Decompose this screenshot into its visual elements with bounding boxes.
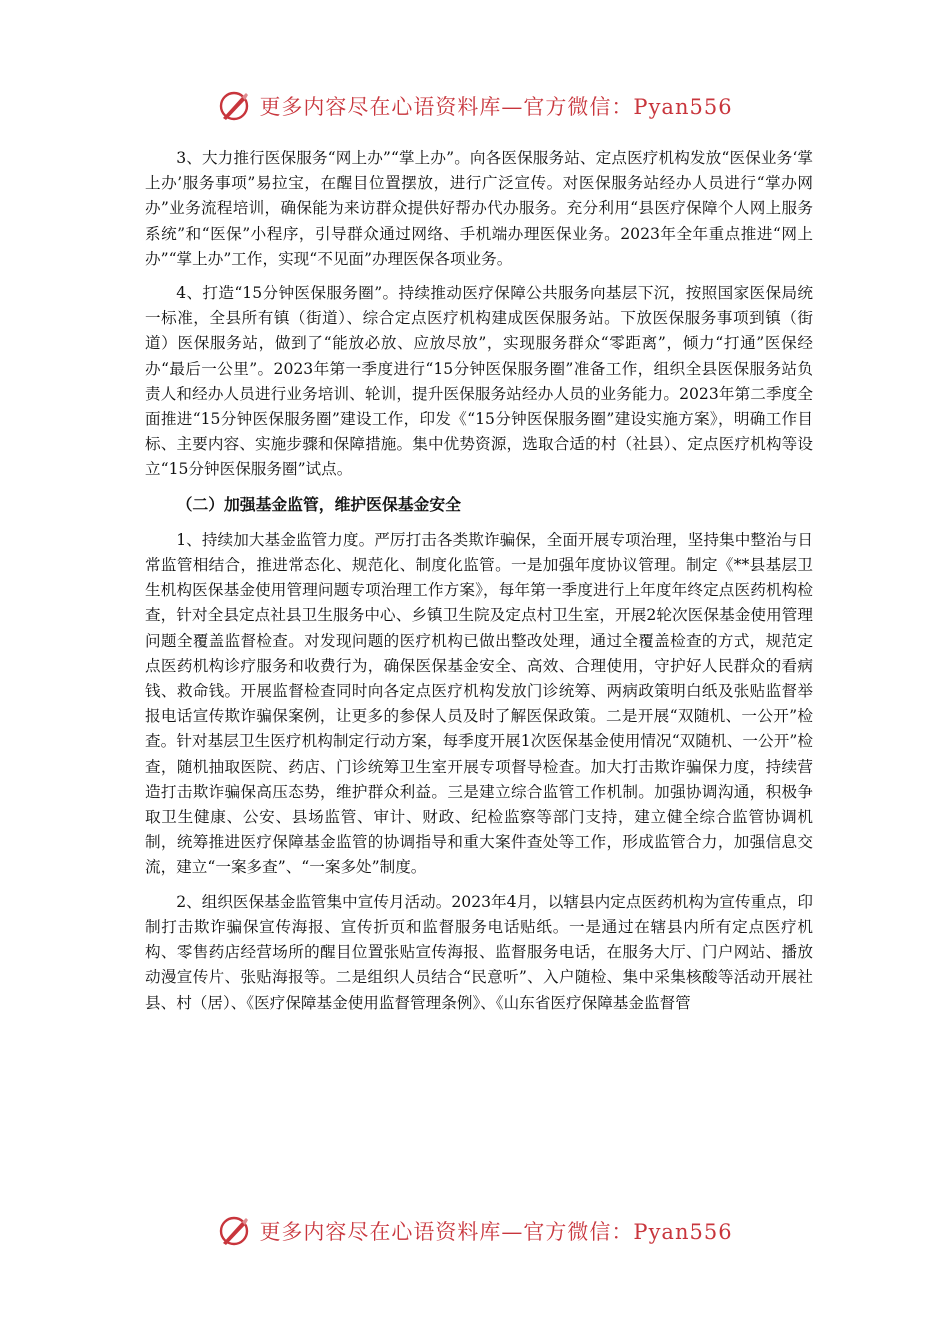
paragraph-15min-service-circle: 4、打造“15分钟医保服务圈”。持续推动医疗保障公共服务向基层下沉，按照国家医保局统一标准，全县所有镇（街道）、综合定点医疗机构建成医保服务站。下放医保服务事项到镇（街道）医保服务站，做到了“能放必放、应放尽放”，实现服务群众“零距离”，倾力“打通”医保经办“最后一公里”。2023年第一季度进行“15分钟医保服务圈”准备工作，组织全县医保服务站负责人和经办人员进行业务培训、轮训，提升医保服务站经办人员的业务能力。2023年第二季度全面推进“15分钟医保服务圈”建设工作，印发《“15分钟医保服务圈”建设实施方案》，明确工作目标、主要内容、实施步骤和保障措施。集中优势资源，选取合适的村（社县）、定点医疗机构等设立“15分钟医保服务圈”试点。 [145, 284, 813, 479]
pen-logo-icon [217, 89, 251, 123]
document-body [145, 146, 813, 1025]
watermark-banner-bottom [0, 1211, 950, 1251]
watermark-text: 更多内容尽在心语资料库—官方微信：Pyan556 [259, 95, 733, 119]
paragraph-fund-supervision: 1、持续加大基金监管力度。严厉打击各类欺诈骗保，全面开展专项治理，坚持集中整治与日常监管相结合，推进常态化、规范化、制度化监管。一是加强年度协议管理。制定《**县基层卫生机构医保基金使用管理问题专项治理工作方案》，每年第一季度进行上年度年终定点医药机构检查，针对全县定点社县卫生服务中心、乡镇卫生院及定点村卫生室，开展2轮次医保基金使用管理问题全覆盖监督检查。对发现问题的医疗机构已做出整改处理，通过全覆盖检查的方式，规范定点医药机构诊疗服务和收费行为，确保医保基金安全、高效、合理使用，守护好人民群众的看病钱、救命钱。开展监督检查同时向各定点医疗机构发放门诊统筹、两病政策明白纸及张贴监督举报电话宣传欺诈骗保案例，让更多的参保人员及时了解医保政策。二是开展“双随机、一公开”检查。针对基层卫生医疗机构制定行动方案，每季度开展1次医保基金使用情况“双随机、一公开”检查，随机抽取医院、药店、门诊统筹卫生室开展专项督导检查。加大打击欺诈骗保力度，持续营造打击欺诈骗保高压态势，维护群众利益。三是建立综合监管工作机制。加强协调沟通，积极争取卫生健康、公安、县场监管、审计、财政、纪检监察等部门支持，建立健全综合监管协调机制，统筹推进医疗保障基金监管的协调指导和重大案件查处等工作，形成监管合力，加强信息交流，建立“一案多查”、“一案多处”制度。 [145, 530, 813, 877]
paragraph-publicity-month: 2、组织医保基金监管集中宣传月活动。2023年4月，以辖县内定点医药机构为宣传重点，印制打击欺诈骗保宣传海报、宣传折页和监督服务电话贴纸。一是通过在辖县内所有定点医疗机构、零售药店经营场所的醒目位置张贴宣传海报、监督服务电话，在服务大厅、门户网站、播放动漫宣传片、张贴海报等。二是组织人员结合“民意听”、入户随检、集中采集核酸等活动开展社县、村（居）、《医疗保障基金使用监督管理条例》、《山东省医疗保障基金监督管 [145, 892, 813, 1012]
section-heading: （二）加强基金监管，维护医保基金安全 [176, 494, 461, 514]
watermark-text: 更多内容尽在心语资料库—官方微信：Pyan556 [259, 1220, 733, 1244]
pen-logo-icon [217, 1214, 251, 1248]
watermark-banner-top [0, 86, 950, 126]
paragraph-online-service: 3、大力推行医保服务“网上办”“掌上办”。向各医保服务站、定点医疗机构发放“医保业务‘掌上办’服务事项”易拉宝，在醒目位置摆放，进行广泛宣传。对医保服务站经办人员进行“掌办网办”业务流程培训，确保能为来访群众提供好帮办代办服务。充分利用“县医疗保障个人网上服务系统”和“医保”小程序，引导群众通过网络、手机端办理医保业务。2023年全年重点推进“网上办”“掌上办”工作，实现“不见面”办理医保各项业务。 [145, 149, 813, 268]
